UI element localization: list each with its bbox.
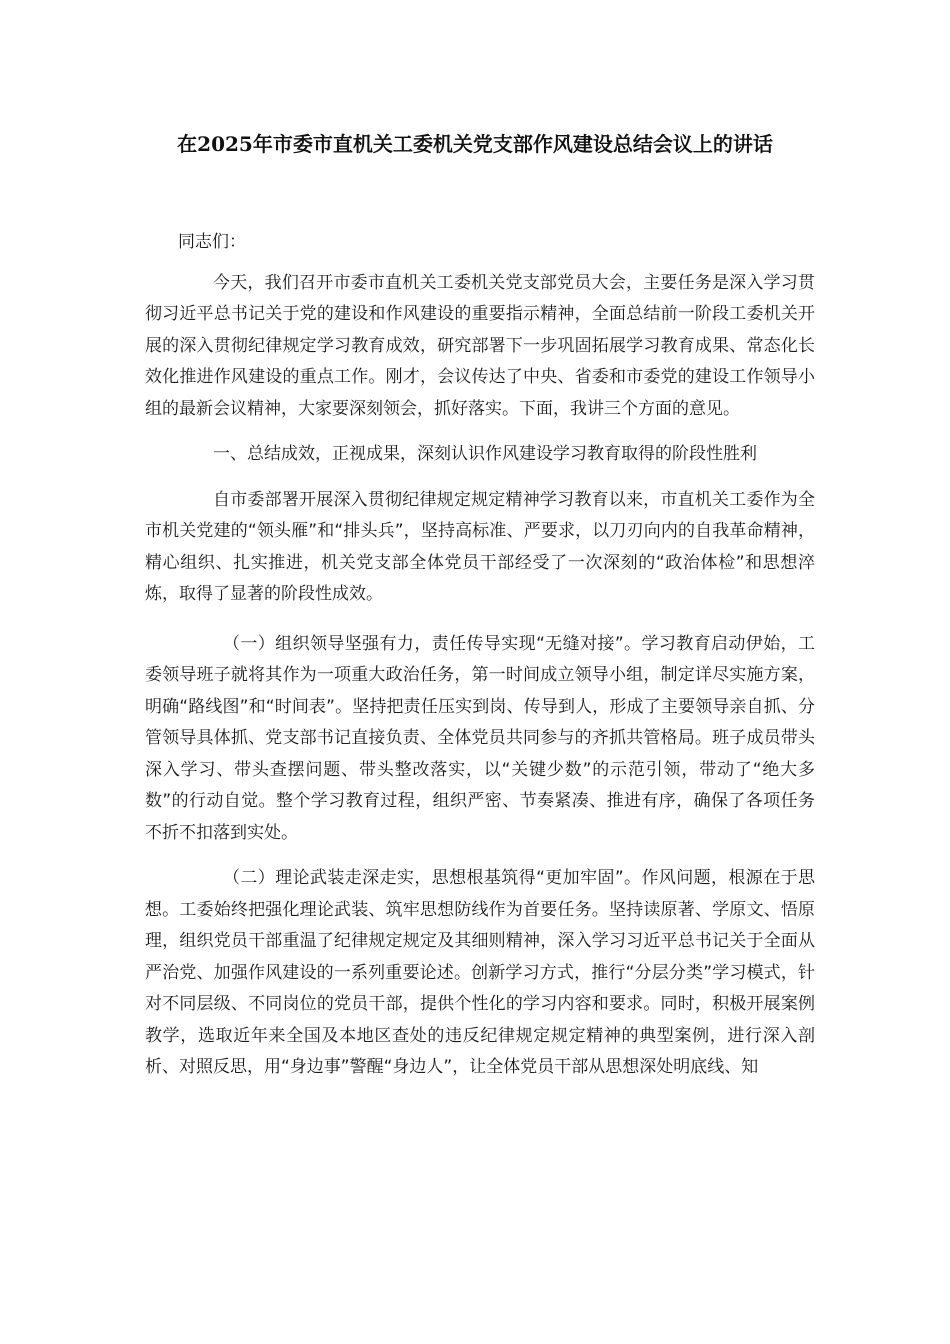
document-title: 在2025年市委市直机关工委机关党支部作风建设总结会议上的讲话 <box>177 132 773 156</box>
section-heading-1: 一、总结成效，正视成果，深刻认识作风建设学习教育取得的阶段性胜利 <box>213 444 757 464</box>
paragraph-opening: 今天，我们召开市委市直机关工委机关党支部党员大会，主要任务是深入学习贯彻习近平总书记关于党的建设和作风建设的重要指示精神，全面总结前一阶段工委机关开展的深入贯彻纪律规定学习教育成效，研究部署下一步巩固拓展学习教育成果、常态化长效化推进作风建设的重点工作。刚才，会议传达了中央、省委和市委党的建设工作领导小组的最新会议精神，大家要深刻领会，抓好落实。下面，我讲三个方面的意见。 <box>145 272 815 419</box>
paragraph-subsection-1: （一）组织领导坚强有力，责任传导实现“无缝对接”。学习教育启动伊始，工委领导班子就将其作为一项重大政治任务，第一时间成立领导小组，制定详尽实施方案，明确“路线图”和“时间表”。坚持把责任压实到岗、传导到人，形成了主要领导亲自抓、分管领导具体抓、党支部书记直接负责、全体党员共同参与的齐抓共管格局。班子成员带头深入学习、带头查摆问题、带头整改落实，以“关键少数”的示范引领，带动了“绝大多数”的行动自觉。整个学习教育过程，组织严密、节奏紧凑、推进有序，确保了各项任务不折不扣落到实处。 <box>145 633 815 843</box>
salutation: 同志们： <box>178 232 246 252</box>
paragraph-subsection-2: （二）理论武装走深走实，思想根基筑得“更加牢固”。作风问题，根源在于思想。工委始终把强化理论武装、筑牢思想防线作为首要任务。坚持读原著、学原文、悟原理，组织党员干部重温了纪律规定规定及其细则精神，深入学习习近平总书记关于全面从严治党、加强作风建设的一系列重要论述。创新学习方式，推行“分层分类”学习模式，针对不同层级、不同岗位的党员干部，提供个性化的学习内容和要求。同时，积极开展案例教学，选取近年来全国及本地区查处的违反纪律规定规定精神的典型案例，进行深入剖析、对照反思，用“身边事”警醒“身边人”，让全体党员干部从思想深处明底线、知 <box>145 868 815 1077</box>
paragraph-section-1-intro: 自市委部署开展深入贯彻纪律规定规定精神学习教育以来，市直机关工委作为全市机关党建的“领头雁”和“排头兵”，坚持高标准、严要求，以刀刃向内的自我革命精神，精心组织、扎实推进，机关党支部全体党员干部经受了一次深刻的“政治体检”和思想淬炼，取得了显著的阶段性成效。 <box>145 489 815 604</box>
document-body <box>145 227 815 1098</box>
